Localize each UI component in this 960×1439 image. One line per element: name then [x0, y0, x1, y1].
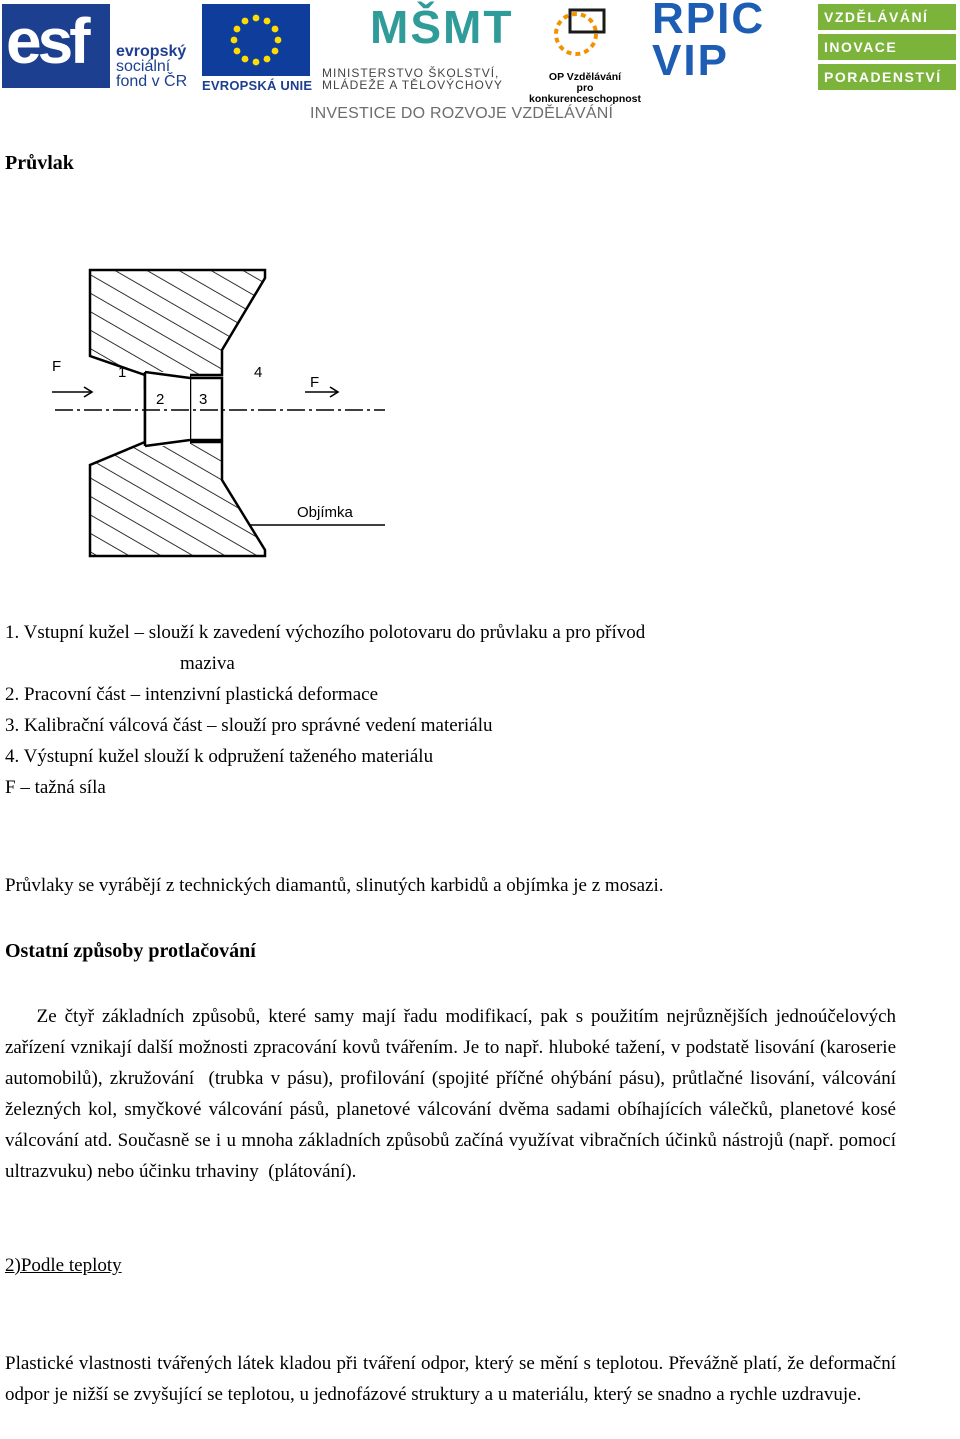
msmt-text-line: MLÁDEŽE A TĚLOVÝCHOVY — [322, 78, 503, 92]
rpic-vip-logo — [652, 0, 766, 85]
msmt-logo-mark: MŠMT — [370, 1, 514, 53]
list-item-1-continuation: maziva — [180, 653, 235, 674]
eu-flag-logo — [202, 4, 310, 76]
esf-logo-letters: esf — [6, 5, 87, 77]
die-lower-half — [90, 442, 265, 556]
diagram-label-objimka: Objímka — [297, 504, 353, 521]
diagram-label-4: 4 — [254, 364, 263, 381]
msmt-logo-text — [322, 67, 503, 91]
op-text-line: OP Vzdělávání — [548, 71, 622, 83]
esf-text-line: sociální — [116, 58, 171, 75]
list-item-2: 2. Pracovní část – intenzivní plastická deformace — [5, 684, 379, 705]
page-title: Průvlak — [5, 152, 74, 174]
eu-stars-icon — [202, 4, 310, 76]
list-item-f: F – tažná síla — [5, 777, 106, 798]
diagram-label-2: 2 — [156, 391, 165, 408]
section-ostatni-text: Ze čtyř základních způsobů, které samy mají řadu modifikací, pak s použitím nejrůznějších jednoúčelových zařízení vznikají další možnosti zpracování kovů tvářením. Je to např. hluboké tažení, v podstatě lisování (karoserie automobilů), zkružování (trubka v pásu), profilování (spojité příčné ohýbání pásu), průtlačné lisování, válcování železných kol, smyčkové válcování pásů, planetové válcování dvěma sadami obíhajících válečků, planetové kosé válcování atd. Současně se i u mnoha základních způsobů začíná využívat vibračních účinků nástrojů (např. pomocí ultrazvuku) nebo účinku trhaviny (plátování). — [5, 1006, 901, 1182]
logo-bar — [0, 0, 960, 130]
op-vzdelavani-logo-icon — [540, 4, 620, 70]
rpic-text: RPIC — [652, 0, 766, 43]
materials-paragraph: Průvlaky se vyrábějí z technických diamantů, slinutých karbidů a objímka je z mosazi. — [5, 875, 664, 896]
section-teplota-text: Plastické vlastnosti tvářených látek kladou při tváření odpor, který se mění s teplotou. Převážně platí, že deformační odpor je nižší se zvyšující se teplotou, u jednofázové struktury a u materiálu, který se snadno a rychle uzdravuje. — [5, 1353, 896, 1405]
esf-logo-text — [116, 44, 187, 89]
section-ostatni-paragraph — [5, 1001, 901, 1187]
list-item-4: 4. Výstupní kužel slouží k odpružení taženého materiálu — [5, 746, 434, 767]
green-label-vzdelavani: VZDĚLÁVÁNÍ — [818, 4, 956, 30]
list-item-1: 1. Vstupní kužel – slouží k zavedení výchozího polotovaru do průvlaku a pro přívod — [5, 622, 646, 643]
esf-text-line: evropský — [116, 43, 187, 60]
diagram-label-f-right: F — [310, 374, 320, 391]
op-logo-text — [520, 72, 650, 105]
diagram-label-1: 1 — [118, 364, 127, 381]
diagram-label-f-left: F — [52, 358, 62, 375]
eu-logo-text: EVROPSKÁ UNIE — [202, 78, 313, 93]
section-teplota-paragraph — [5, 1348, 896, 1410]
msmt-text-line: MINISTERSTVO ŠKOLSTVÍ, — [322, 66, 500, 80]
section-title-ostatni: Ostatní způsoby protlačování — [5, 940, 256, 962]
calibration-zone — [190, 378, 222, 440]
pruvlak-diagram — [0, 260, 420, 565]
green-label-poradenstvi: PORADENSTVÍ — [818, 64, 956, 90]
green-label-inovace: INOVACE — [818, 34, 956, 60]
vip-text: VIP — [652, 36, 729, 85]
die-upper-half — [90, 270, 265, 388]
list-item-3: 3. Kalibrační válcová část – slouží pro správné vedení materiálu — [5, 715, 493, 736]
op-text-line: pro konkurenceschopnost — [528, 82, 642, 105]
investice-slogan: INVESTICE DO ROZVOJE VZDĚLÁVÁNÍ — [310, 105, 614, 122]
diagram-label-3: 3 — [199, 391, 208, 408]
esf-text-line: fond v ČR — [116, 73, 188, 90]
section-title-teplota: 2)Podle teploty — [5, 1255, 122, 1276]
